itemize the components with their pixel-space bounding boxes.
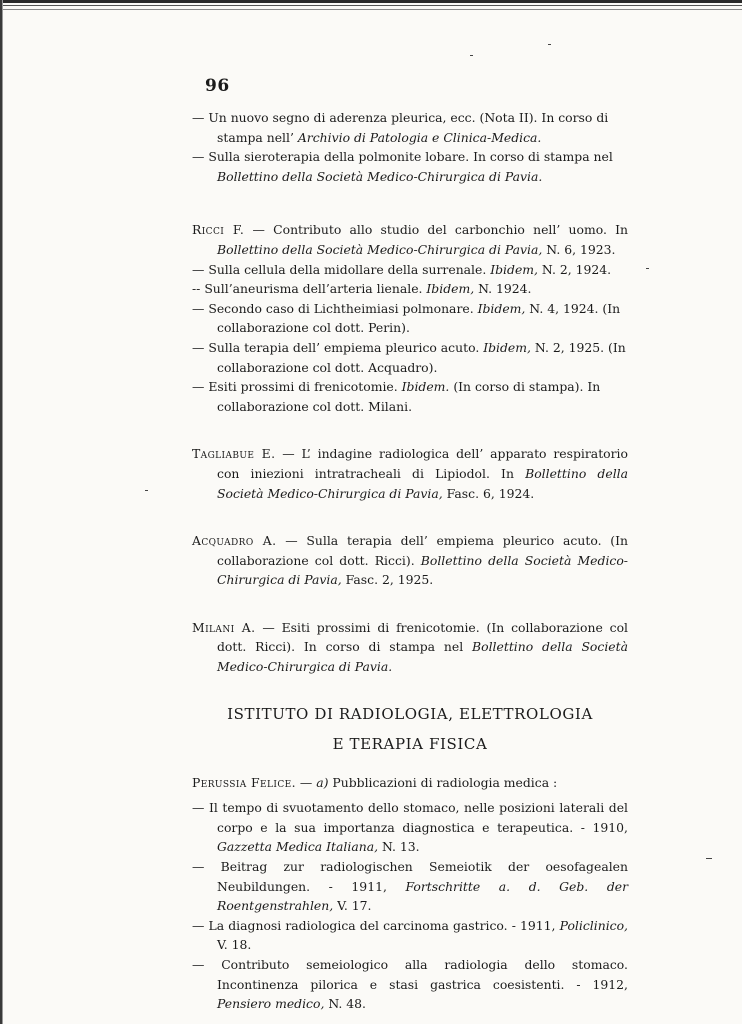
page-number: 96 [205,76,230,96]
section-title-line-1: ISTITUTO DI RADIOLOGIA, ELETTROLOGIA [227,704,593,723]
author-entry-tagliabue: Tagliabue E. — L’ indagine radiologica dell’ apparato respiratorio con iniezioni intratracheali di Lipiodol. In Bollettino della Società Medico-Chirurgica di Pavia, Fasc. 6, 1924. [192,446,629,501]
scan-speck [646,268,649,269]
list-item: — Contributo semeiologico alla radiologia dello stomaco. Incontinenza pilorica e stasi gastrica coesistenti. - 1912, Pensiero medico, N. 48. [192,957,628,1012]
author-entry-milani: Milani A. — Esiti prossimi di frenicotomie. (In collaborazione col dott. Ricci). In corso di stampa nel Bollettino della Società Medico-Chirurgica di Pavia. [192,619,628,675]
scan-speck [145,490,148,491]
list-item: — Sulla sieroterapia della polmonite lobare. In corso di stampa nel Bollettino della Società Medico-Chirurgica di Pavia. [192,149,613,184]
scan-left-edge [0,0,7,1024]
scan-speck [706,858,712,859]
scan-top-border [0,0,742,14]
list-item: — Sulla terapia dell’ empiema pleurico acuto. Ibidem, N. 2, 1925. (In collaborazione col dott. Acquadro). [192,339,626,375]
author-entry-perussia: Perussia Felice. — a) Pubblicazioni di radiologia medica : [192,774,558,790]
list-item: — Sulla cellula della midollare della surrenale. Ibidem, N. 2, 1924. [192,261,612,277]
author-name: Milani A. [192,619,256,635]
author-name: Acquadro A. [192,533,277,549]
list-item: — Il tempo di svuotamento dello stomaco, nelle posizioni laterali del corpo e la sua importanza diagnostica e terapeutica. - 1910, Gazzetta Medica Italiana, N. 13. [192,800,628,855]
author-name: Ricci F. [192,222,245,238]
author-entry-acquadro: Acquadro A. — Sulla terapia dell’ empiema pleurico acuto. (In collaborazione col dott. Ricci). Bollettino della Società Medico-Chirurgica di Pavia, Fasc. 2, 1925. [192,533,628,588]
list-item: -- Sull’aneurisma dell’arteria lienale. Ibidem, N. 1924. [192,281,532,297]
list-item: — Un nuovo segno di aderenza pleurica, ecc. (Nota II). In corso di stampa nell’ Archivio di Patologia e Clinica-Medica. [192,110,609,145]
list-item: — La diagnosi radiologica del carcinoma gastrico. - 1911, Policlinico, V. 18. [192,917,628,953]
list-item: — Esiti prossimi di frenicotomie. Ibidem. (In corso di stampa). In collaborazione col dott. Milani. [192,379,601,414]
author-name: Tagliabue E. [192,446,276,462]
list-item: — Beitrag zur radiologischen Semeiotik der oesofagealen Neubildungen. - 1911, Fortschritte a. d. Geb. der Roentgenstrahlen, V. 17. [192,859,629,914]
scan-speck [470,55,473,56]
section-title-line-2: E TERAPIA FISICA [332,734,488,753]
section-heading [192,699,628,759]
author-entry-ricci: Ricci F. — Contributo allo studio del carbonchio nell’ uomo. In Bollettino della Società Medico-Chirurgica di Pavia, N. 6, 1923. [192,222,628,257]
scan-speck [548,44,551,45]
bibliography-content [192,108,628,1014]
author-name: Perussia Felice. [192,774,296,790]
list-item: — Secondo caso di Lichtheimiasi polmonare. Ibidem, N. 4, 1924. (In collaborazione col dott. Perin). [192,300,621,336]
